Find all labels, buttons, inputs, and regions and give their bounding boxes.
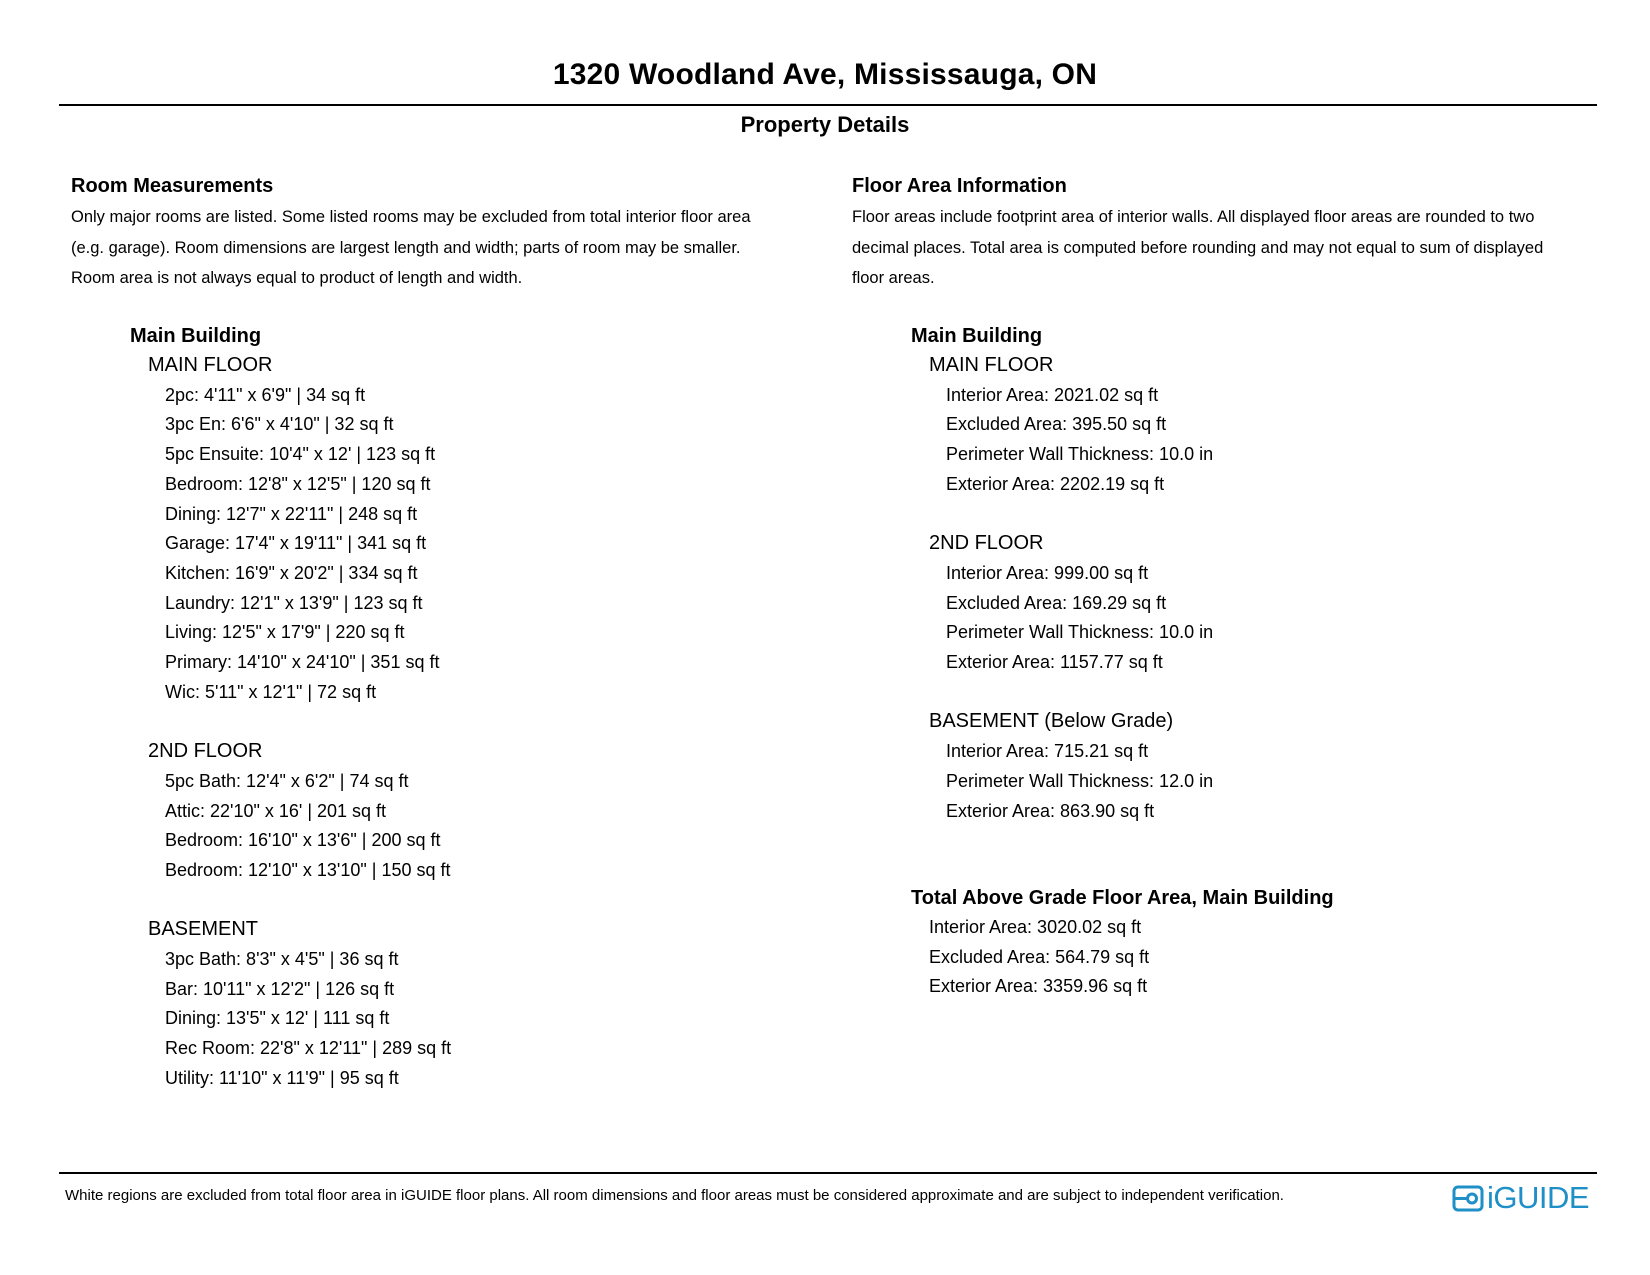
floor-area-description bbox=[852, 202, 1612, 294]
room-measurements-list bbox=[130, 322, 451, 1094]
area-item: Excluded Area: 395.50 sq ft bbox=[946, 414, 1167, 435]
room-item: Kitchen: 16'9" x 20'2" | 334 sq ft bbox=[165, 562, 418, 583]
room-measurements-section bbox=[71, 172, 811, 294]
room-item: 5pc Bath: 12'4" x 6'2" | 74 sq ft bbox=[165, 770, 409, 791]
room-item: Bedroom: 16'10" x 13'6" | 200 sq ft bbox=[165, 830, 441, 851]
description-line: (e.g. garage). Room dimensions are largest length and width; parts of room may be smaller. bbox=[71, 238, 741, 257]
floor-heading: 2ND FLOOR bbox=[148, 740, 263, 763]
description-line: Floor areas include footprint area of interior walls. All displayed floor areas are rounded to two bbox=[852, 208, 1535, 226]
floor-heading: BASEMENT bbox=[148, 918, 259, 941]
room-item: Laundry: 12'1" x 13'9" | 123 sq ft bbox=[165, 592, 423, 613]
room-item: Bedroom: 12'8" x 12'5" | 120 sq ft bbox=[165, 473, 431, 494]
floor-area-heading: Floor Area Information bbox=[852, 175, 1067, 197]
area-item: Perimeter Wall Thickness: 10.0 in bbox=[946, 444, 1214, 465]
room-measurements-description bbox=[71, 202, 811, 294]
iguide-logo-icon bbox=[1452, 1183, 1484, 1213]
area-item: Exterior Area: 2202.19 sq ft bbox=[946, 473, 1165, 494]
area-item: Exterior Area: 863.90 sq ft bbox=[946, 800, 1155, 821]
description-line: Room area is not always equal to product of length and width. bbox=[71, 269, 523, 287]
spacer bbox=[130, 707, 451, 737]
description-line: floor areas. bbox=[852, 269, 935, 287]
area-item: Perimeter Wall Thickness: 12.0 in bbox=[946, 770, 1214, 791]
building-heading: Main Building bbox=[130, 325, 262, 347]
floor-heading: MAIN FLOOR bbox=[929, 354, 1054, 376]
floor-area-section bbox=[852, 172, 1612, 294]
room-item: Primary: 14'10" x 24'10" | 351 sq ft bbox=[165, 652, 440, 673]
iguide-logo-text: iGUIDE bbox=[1487, 1180, 1590, 1215]
room-item: Dining: 13'5" x 12' | 111 sq ft bbox=[165, 1008, 390, 1029]
area-item: Interior Area: 2021.02 sq ft bbox=[946, 384, 1159, 405]
area-item: Perimeter Wall Thickness: 10.0 in bbox=[946, 622, 1214, 643]
area-item: Interior Area: 999.00 sq ft bbox=[946, 562, 1149, 583]
floor-heading: MAIN FLOOR bbox=[148, 354, 273, 376]
building-heading: Main Building bbox=[911, 325, 1043, 347]
footer-disclaimer: White regions are excluded from total floor area in iGUIDE floor plans. All room dimensions and floor areas must be considered approximate and are subject to independent verification. bbox=[65, 1187, 1284, 1204]
title-divider bbox=[59, 104, 1597, 106]
room-item: 5pc Ensuite: 10'4" x 12' | 123 sq ft bbox=[165, 444, 436, 465]
floor-area-list bbox=[911, 322, 1213, 826]
room-item: Attic: 22'10" x 16' | 201 sq ft bbox=[165, 800, 387, 821]
room-item: 3pc En: 6'6" x 4'10" | 32 sq ft bbox=[165, 414, 394, 435]
area-item: Exterior Area: 1157.77 sq ft bbox=[946, 652, 1163, 673]
page-title: 1320 Woodland Ave, Mississauga, ON bbox=[552, 58, 1098, 91]
room-item: Bar: 10'11" x 12'2" | 126 sq ft bbox=[165, 978, 395, 999]
room-item: 2pc: 4'11" x 6'9" | 34 sq ft bbox=[165, 384, 366, 405]
floor-heading: BASEMENT (Below Grade) bbox=[929, 710, 1174, 733]
total-item: Interior Area: 3020.02 sq ft bbox=[929, 917, 1142, 937]
room-item: Garage: 17'4" x 19'11" | 341 sq ft bbox=[165, 533, 427, 554]
iguide-logo bbox=[1452, 1180, 1589, 1216]
footer-divider bbox=[59, 1172, 1597, 1174]
total-item: Exterior Area: 3359.96 sq ft bbox=[929, 976, 1148, 997]
description-line: Only major rooms are listed. Some listed rooms may be excluded from total interior floor area bbox=[71, 208, 751, 226]
area-item: Interior Area: 715.21 sq ft bbox=[946, 741, 1149, 762]
room-item: Rec Room: 22'8" x 12'11" | 289 sq ft bbox=[165, 1038, 452, 1059]
room-measurements-heading: Room Measurements bbox=[71, 175, 274, 197]
room-item: Dining: 12'7" x 22'11" | 248 sq ft bbox=[165, 503, 418, 524]
spacer bbox=[130, 886, 451, 916]
spacer bbox=[911, 500, 1213, 530]
description-line: decimal places. Total area is computed before rounding and may not equal to sum of displayed bbox=[852, 238, 1544, 257]
floor-heading: 2ND FLOOR bbox=[929, 532, 1044, 555]
spacer bbox=[911, 678, 1213, 708]
total-floor-area bbox=[911, 884, 1334, 1002]
page-subtitle: Property Details bbox=[740, 112, 910, 137]
room-item: Living: 12'5" x 17'9" | 220 sq ft bbox=[165, 622, 405, 643]
area-item: Excluded Area: 169.29 sq ft bbox=[946, 592, 1167, 613]
total-heading: Total Above Grade Floor Area, Main Building bbox=[911, 887, 1334, 909]
room-item: Bedroom: 12'10" x 13'10" | 150 sq ft bbox=[165, 859, 451, 880]
room-item: Utility: 11'10" x 11'9" | 95 sq ft bbox=[165, 1067, 399, 1088]
room-item: Wic: 5'11" x 12'1" | 72 sq ft bbox=[165, 681, 377, 702]
total-item: Excluded Area: 564.79 sq ft bbox=[929, 946, 1150, 967]
room-item: 3pc Bath: 8'3" x 4'5" | 36 sq ft bbox=[165, 949, 399, 970]
